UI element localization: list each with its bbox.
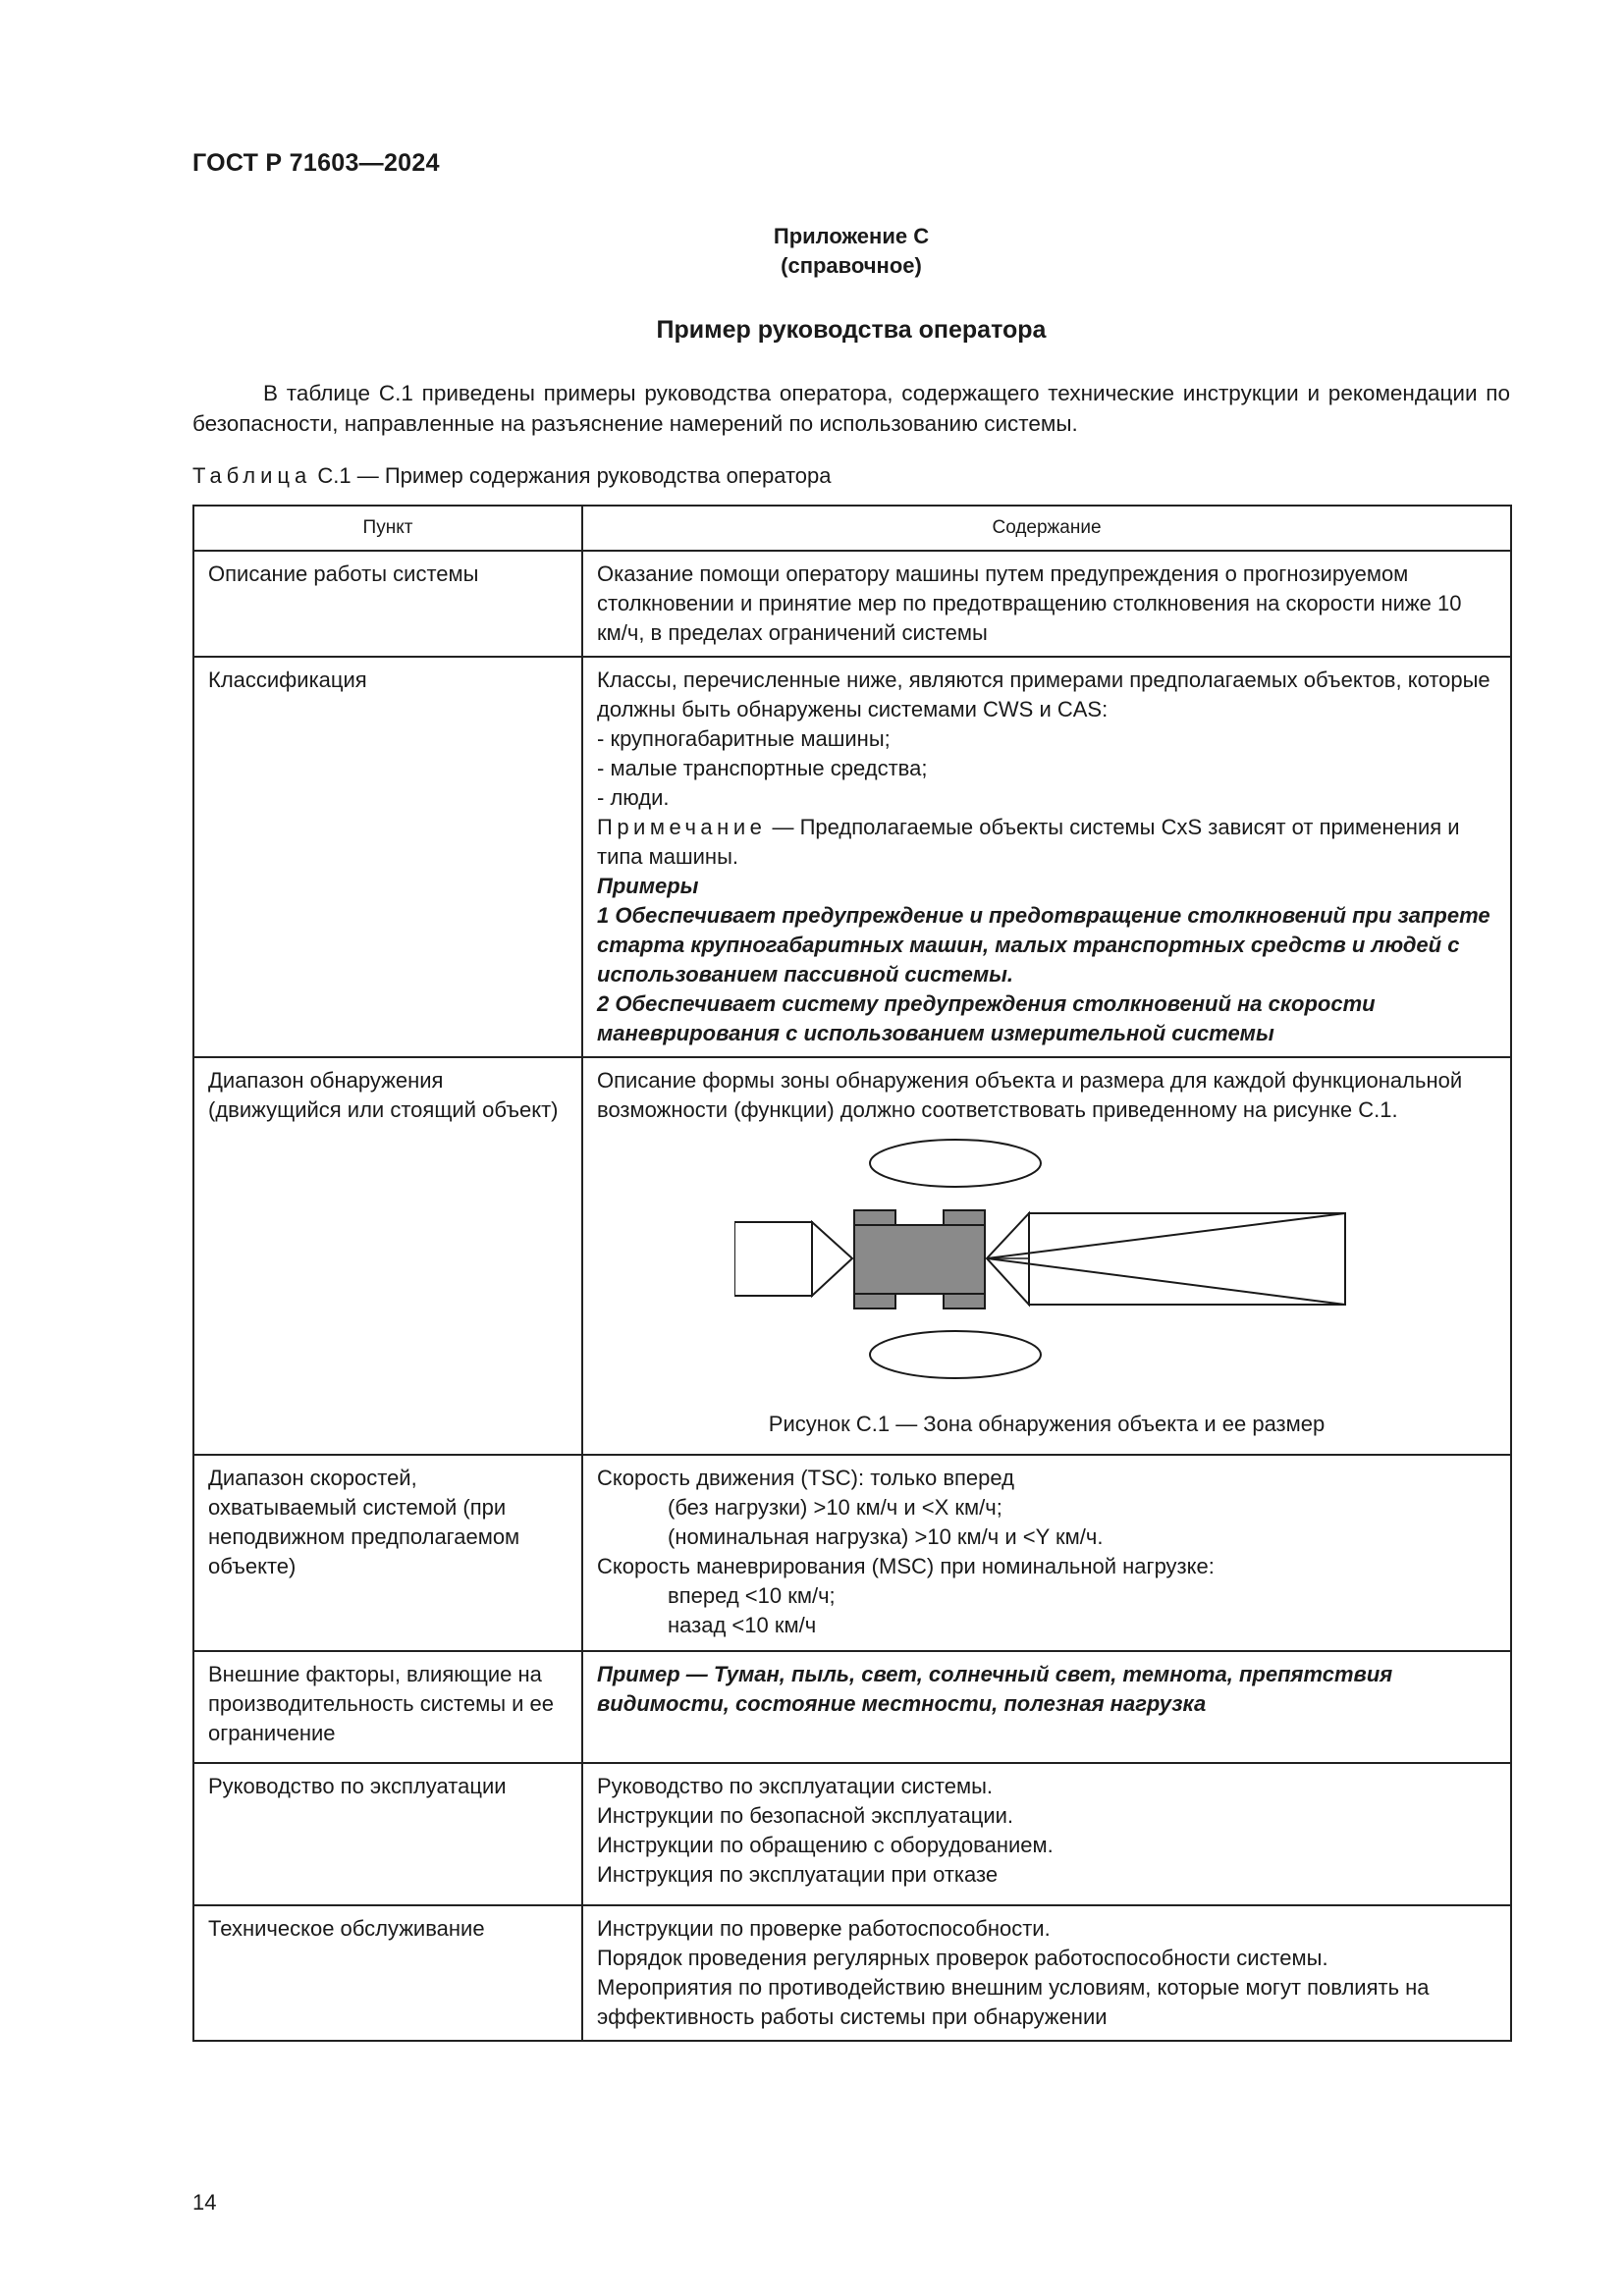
content-line: Мероприятия по противодействию внешним условиям, которые могут повлиять на эффективность работы системы при обнаружении bbox=[597, 1975, 1430, 2029]
content-line: Инструкции по безопасной эксплуатации. bbox=[597, 1803, 1014, 1828]
example-2: 2 Обеспечивает систему предупреждения столкновений на скорости маневрирования с использованием измерительной системы bbox=[597, 991, 1376, 1045]
msc-title: Скорость маневрирования (MSC) при номинальной нагрузке: bbox=[597, 1554, 1215, 1578]
table-row bbox=[193, 1651, 1511, 1763]
content-line: - малые транспортные средства; bbox=[597, 756, 928, 780]
note bbox=[597, 813, 1496, 872]
header-item: Пункт bbox=[193, 506, 582, 551]
content-line: Руководство по эксплуатации системы. bbox=[597, 1774, 994, 1798]
tsc-no-load: (без нагрузки) >10 км/ч и <X км/ч; bbox=[668, 1495, 1002, 1520]
table-row bbox=[193, 551, 1511, 657]
table-caption-text: С.1 — Пример содержания руководства оператора bbox=[317, 463, 832, 488]
row-content bbox=[582, 551, 1511, 657]
row-item: Техническое обслуживание bbox=[193, 1905, 582, 2041]
standard-number: ГОСТ Р 71603—2024 bbox=[192, 149, 440, 177]
row-item: Диапазон обнаружения (движущийся или стоящий объект) bbox=[193, 1057, 582, 1455]
content-line: Классы, перечисленные ниже, являются примерами предполагаемых объектов, которые должны быть обнаружены системами CWS и CAS: bbox=[597, 667, 1490, 721]
page-number: 14 bbox=[192, 2190, 217, 2215]
machine-body bbox=[854, 1225, 985, 1294]
row-content bbox=[582, 1057, 1511, 1455]
section-title: Пример руководства оператора bbox=[656, 316, 1047, 344]
row-item: Описание работы системы bbox=[193, 551, 582, 657]
table-row bbox=[193, 1057, 1511, 1455]
note-text: — Предполагаемые объекты системы CxS зависят от применения и типа машины. bbox=[597, 815, 1460, 869]
detection-zone-figure bbox=[597, 1135, 1496, 1380]
table-row bbox=[193, 657, 1511, 1057]
content-line: Инструкция по эксплуатации при отказе bbox=[597, 1862, 999, 1887]
content-line: Оказание помощи оператору машины путем предупреждения о прогнозируемом столкновении и принятие мер по предотвращению столкновения на скорости ниже 10 км/ч, в пределах ограничений системы bbox=[597, 561, 1462, 645]
external-factors-example: Пример — Туман, пыль, свет, солнечный свет, темнота, препятствия видимости, состояние местности, полезная нагрузка bbox=[597, 1662, 1393, 1716]
detection-zone-diagram bbox=[734, 1135, 1382, 1380]
msc-forward: вперед <10 км/ч; bbox=[668, 1583, 836, 1608]
rear-zone-cone bbox=[812, 1222, 852, 1296]
tsc-title: Скорость движения (TSC): только вперед bbox=[597, 1466, 1014, 1490]
operator-manual-table bbox=[192, 505, 1512, 2042]
table-header-row bbox=[193, 506, 1511, 551]
rear-zone-rect bbox=[734, 1222, 812, 1296]
figure-caption: Рисунок С.1 — Зона обнаружения объекта и ее размер bbox=[768, 1412, 1326, 1436]
row-content bbox=[582, 1651, 1511, 1763]
row-item: Диапазон скоростей, охватываемый системой (при неподвижном предполагаемом объекте) bbox=[193, 1455, 582, 1651]
table-row bbox=[193, 1455, 1511, 1651]
content-line: Описание формы зоны обнаружения объекта и размера для каждой функциональной возможности (функции) должно соответствовать приведенному на рисунке С.1. bbox=[597, 1068, 1463, 1122]
content-line: Инструкции по обращению с оборудованием. bbox=[597, 1833, 1054, 1857]
table-row bbox=[193, 1763, 1511, 1905]
appendix-title: Приложение С bbox=[773, 224, 930, 248]
front-zone-rect bbox=[1029, 1213, 1345, 1305]
table-row bbox=[193, 1905, 1511, 2041]
example-1: 1 Обеспечивает предупреждение и предотвращение столкновений при запрете старта крупногабаритных машин, малых транспортных средств и людей с использованием пассивной системы. bbox=[597, 903, 1490, 987]
content-line: Инструкции по проверке работоспособности. bbox=[597, 1916, 1051, 1941]
row-content bbox=[582, 657, 1511, 1057]
row-content bbox=[582, 1763, 1511, 1905]
side-zone-bottom-ellipse bbox=[870, 1331, 1041, 1378]
table-caption bbox=[192, 463, 832, 489]
intro-paragraph: В таблице С.1 приведены примеры руководства оператора, содержащего технические инструкции и рекомендации по безопасности, направленные на разъяснение намерений по использованию системы. bbox=[192, 381, 1510, 436]
appendix-subtitle: (справочное) bbox=[781, 253, 922, 278]
content-line: Порядок проведения регулярных проверок работоспособности системы. bbox=[597, 1946, 1328, 1970]
note-label: Примечание bbox=[597, 815, 767, 839]
table-caption-label: Таблица bbox=[192, 463, 312, 488]
side-zone-top-ellipse bbox=[870, 1140, 1041, 1187]
header-content: Содержание bbox=[582, 506, 1511, 551]
tsc-nominal-load: (номинальная нагрузка) >10 км/ч и <Y км/ч. bbox=[668, 1524, 1104, 1549]
row-item: Руководство по эксплуатации bbox=[193, 1763, 582, 1905]
content-line: - люди. bbox=[597, 785, 670, 810]
row-item: Внешние факторы, влияющие на производительность системы и ее ограничение bbox=[193, 1651, 582, 1763]
msc-backward: назад <10 км/ч bbox=[668, 1613, 817, 1637]
row-item: Классификация bbox=[193, 657, 582, 1057]
row-content bbox=[582, 1905, 1511, 2041]
row-content bbox=[582, 1455, 1511, 1651]
content-line: - крупногабаритные машины; bbox=[597, 726, 891, 751]
examples-title: Примеры bbox=[597, 874, 699, 898]
